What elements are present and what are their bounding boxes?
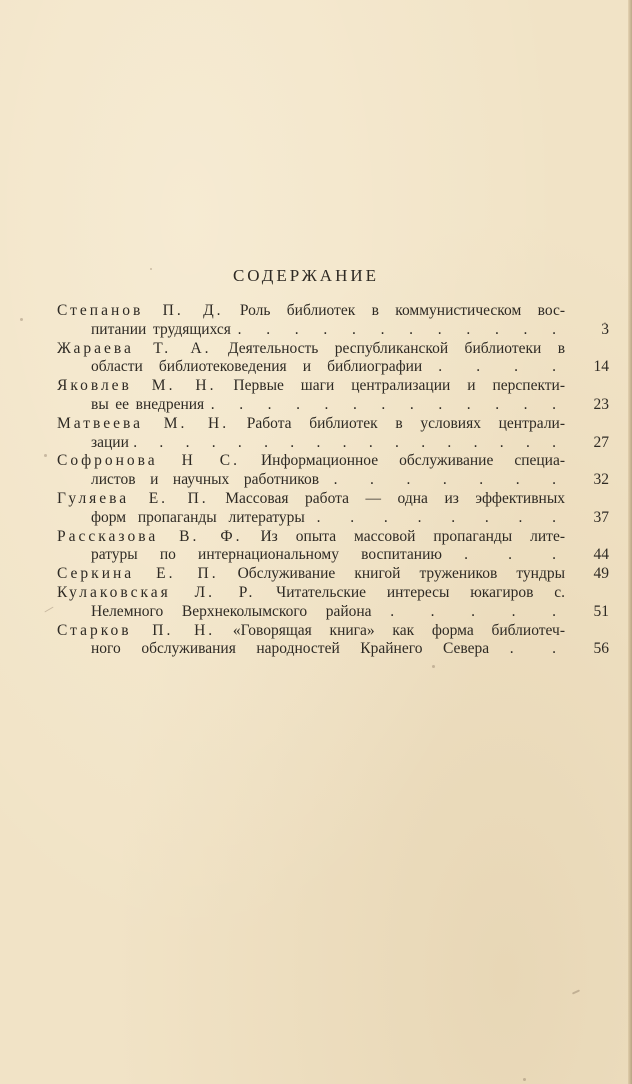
page-edge-shadow <box>628 0 632 1084</box>
table-of-contents <box>57 302 609 659</box>
page-number: 3 <box>601 320 609 338</box>
entry-author: Кулаковская Л. Р. <box>57 583 256 601</box>
entry-author: Старков П. Н. <box>57 621 216 639</box>
entry-title-part: области библиотековедения и библиографии <box>91 358 423 376</box>
entry-title-part: питании трудящихся <box>91 320 231 338</box>
dot-leaders: . . . . . . . <box>333 471 565 489</box>
dot-leaders: . . . . . . . . . . . . . . . . . <box>133 433 566 451</box>
toc-line <box>57 584 609 603</box>
entry-title-part: ного обслуживания народностей Крайнего Севера <box>91 640 490 658</box>
dot-leaders: . . . <box>464 546 565 564</box>
entry-author: Гуляева Е. П. <box>57 489 209 507</box>
page-number: 56 <box>593 640 609 658</box>
paper-speck <box>432 665 435 668</box>
paper-speck <box>44 454 47 457</box>
toc-entry <box>57 415 609 453</box>
page-number: 32 <box>593 471 609 489</box>
entry-title-part: листов и научных работников <box>91 471 320 489</box>
dot-leaders: . . . . <box>438 358 566 376</box>
page-number: 49 <box>593 565 609 583</box>
contents-heading: СОДЕРЖАНИЕ <box>232 266 380 285</box>
toc-line <box>57 321 609 340</box>
paper-speck <box>20 318 23 321</box>
toc-entry <box>57 565 609 584</box>
page-number: 23 <box>593 395 609 413</box>
entry-title-part: Нелемного Верхнеколымского района <box>91 602 372 620</box>
entry-title-part: зации <box>91 433 129 451</box>
entry-author: Софронова Н С. <box>57 452 241 470</box>
page-number: 51 <box>593 602 609 620</box>
entry-title-part: вы ее внедрения <box>91 395 205 413</box>
toc-entry <box>57 452 609 490</box>
toc-line <box>57 340 609 359</box>
toc-entry <box>57 584 609 622</box>
toc-line <box>57 377 609 396</box>
toc-line <box>57 471 609 490</box>
entry-title-part: Из опыта массовой пропаганды лите- <box>260 527 565 545</box>
page-number: 37 <box>593 508 609 526</box>
toc-line <box>57 528 609 547</box>
dot-leaders: . . . . . . . . <box>316 508 566 526</box>
entry-title-part: Работа библиотек в условиях централи- <box>246 414 566 432</box>
dot-leaders: . . . . . <box>390 602 565 620</box>
toc-entry <box>57 528 609 566</box>
toc-line <box>57 358 609 377</box>
dot-leaders: . . . . . . . . . . . . <box>237 320 566 338</box>
toc-line <box>57 396 609 415</box>
page-number: 27 <box>593 433 609 451</box>
page-number: 14 <box>593 358 609 376</box>
entry-title-part: Роль библиотек в коммунистическом вос- <box>239 302 566 319</box>
toc-line <box>57 565 609 584</box>
entry-author: Степанов П. Д. <box>57 302 224 319</box>
toc-line <box>57 509 609 528</box>
toc-entry <box>57 622 609 660</box>
entry-title-part: форм пропаганды литературы <box>91 508 305 526</box>
paper-speck <box>523 1078 526 1081</box>
paper-mark <box>572 989 580 994</box>
entry-title-part: Деятельность республиканской библиотеки в <box>227 339 566 357</box>
toc-line <box>57 546 609 565</box>
page-number: 44 <box>593 546 609 564</box>
toc-line <box>57 434 609 453</box>
entry-title-part: Информационное обслуживание специа- <box>260 452 565 470</box>
entry-title-part: Первые шаги централизации и перспекти- <box>233 377 566 395</box>
entry-author: Рассказова В. Ф. <box>57 527 243 545</box>
toc-line <box>57 415 609 434</box>
entry-title-part: Обслуживание книгой тружеников тундры <box>237 565 565 583</box>
toc-entry <box>57 302 609 340</box>
entry-title-part: ратуры по интернациональному воспитанию <box>91 546 442 564</box>
toc-entry <box>57 490 609 528</box>
toc-entry <box>57 340 609 378</box>
toc-entry <box>57 377 609 415</box>
toc-line <box>57 622 609 641</box>
entry-title-part: Массовая работа — одна из эффективных <box>225 489 566 507</box>
paper-mark <box>44 607 53 613</box>
entry-author: Матвеева М. Н. <box>57 414 230 432</box>
entry-author: Яковлев М. Н. <box>57 377 217 395</box>
dot-leaders: . . . . . . . . . . . . . <box>210 395 566 413</box>
dot-leaders: . . <box>509 640 565 658</box>
toc-line <box>57 452 609 471</box>
toc-line <box>57 490 609 509</box>
entry-author: Жараева Т. А. <box>57 339 212 357</box>
toc-line <box>57 603 609 622</box>
toc-line <box>57 640 609 659</box>
entry-title-part: «Говорящая книга» как форма библиотеч- <box>232 621 565 639</box>
entry-author: Серкина Е. П. <box>57 565 219 583</box>
entry-title-part: Читательские интересы юкагиров с. <box>276 583 566 601</box>
toc-line <box>57 302 609 321</box>
